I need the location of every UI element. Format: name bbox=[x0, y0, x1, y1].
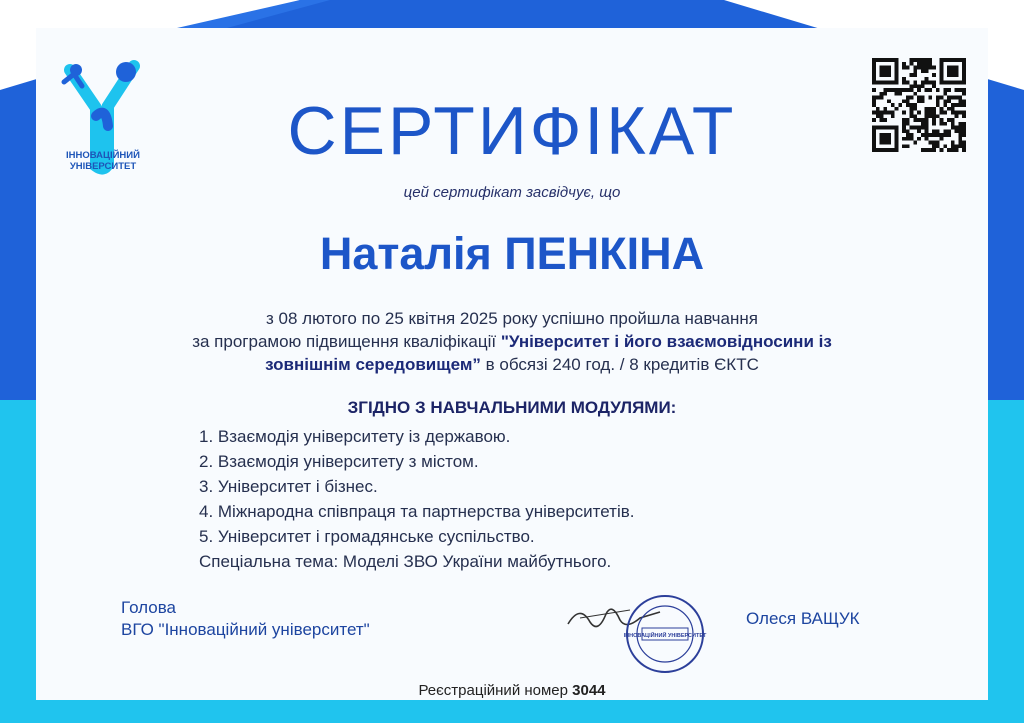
signatory-role bbox=[121, 597, 370, 641]
svg-text:ІННОВАЦІЙНИЙ УНІВЕРСИТЕТ: ІННОВАЦІЙНИЙ УНІВЕРСИТЕТ bbox=[623, 633, 707, 639]
module-item: 4. Міжнародна співпраця та партнерства університетів. bbox=[199, 502, 635, 521]
program-title-part2: зовнішнім середовищем” bbox=[265, 355, 481, 374]
registration-value: 3044 bbox=[572, 682, 606, 699]
signatory-name: Олеся ВАЩУК bbox=[746, 609, 860, 628]
module-item: 5. Університет і громадянське суспільство. bbox=[199, 527, 535, 546]
program-title-part1: "Університет і його взаємовідносини із bbox=[500, 332, 832, 351]
certificate-subtitle: цей сертифікат засвідчує, що bbox=[403, 184, 621, 201]
registration-label: Реєстраційний номер bbox=[418, 682, 568, 699]
module-item: Спеціальна тема: Моделі ЗВО України майбутнього. bbox=[199, 552, 612, 571]
body-line-3-suffix: в обсязі 240 год. / 8 кредитів ЄКТС bbox=[480, 355, 759, 374]
body-line-1: з 08 лютого по 25 квітня 2025 року успішно пройшла навчання bbox=[266, 309, 758, 328]
recipient-name: Наталія ПЕНКІНА bbox=[319, 228, 705, 279]
module-item: 2. Взаємодія університету з містом. bbox=[199, 452, 479, 471]
body-line-2-prefix: за програмою підвищення кваліфікації bbox=[192, 332, 501, 351]
modules-heading: ЗГІДНО З НАВЧАЛЬНИМИ МОДУЛЯМИ: bbox=[347, 398, 677, 417]
modules-list bbox=[199, 424, 799, 574]
body-line-3 bbox=[90, 353, 934, 376]
body-line-2 bbox=[90, 330, 934, 353]
certificate-body bbox=[90, 307, 934, 376]
module-item: 1. Взаємодія університету із державою. bbox=[199, 427, 511, 446]
signatory-role-line2: ВГО "Інноваційний університет" bbox=[121, 620, 370, 639]
certificate-title: СЕРТИФІКАТ bbox=[287, 93, 737, 169]
module-item: 3. Університет і бізнес. bbox=[199, 477, 378, 496]
logo-text-line2: УНІВЕРСИТЕТ bbox=[69, 161, 137, 172]
stamp-icon bbox=[560, 584, 710, 684]
signatory-role-line1: Голова bbox=[121, 598, 177, 617]
logo-text-line1: ІННОВАЦІЙНИЙ bbox=[66, 150, 140, 161]
registration-number bbox=[0, 682, 1024, 699]
